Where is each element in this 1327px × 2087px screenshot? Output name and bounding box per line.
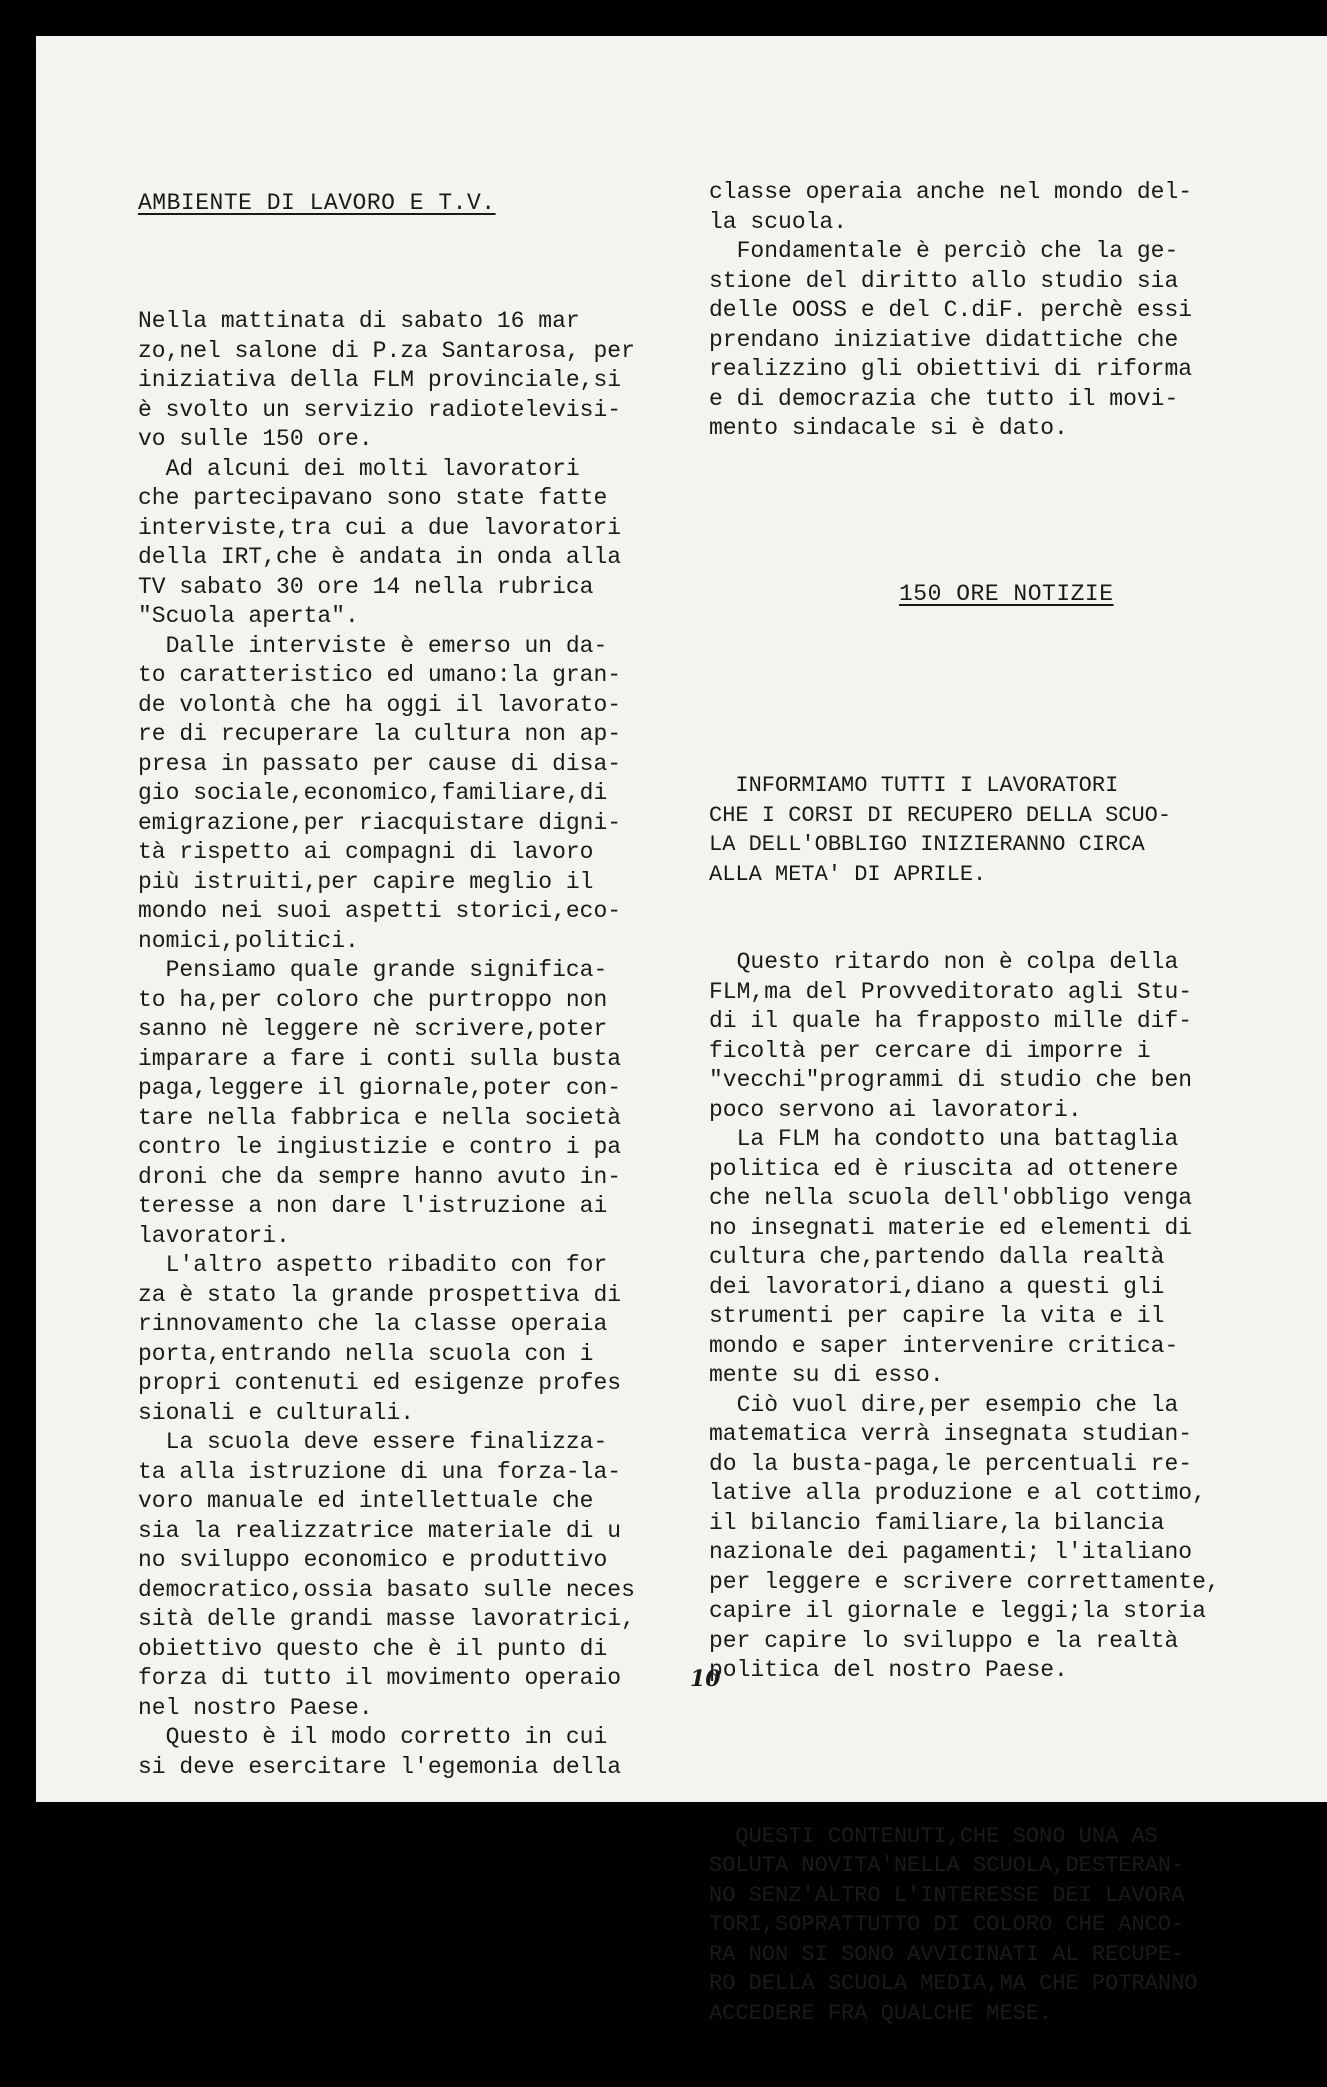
text-line: politica ed è riuscita ad ottenere bbox=[709, 1155, 1179, 1182]
text-line: FLM,ma del Provveditorato agli Stu- bbox=[709, 978, 1193, 1005]
text-line: to caratteristico ed umano:la gran- bbox=[138, 662, 622, 688]
text-line: forza di tutto il movimento operaio bbox=[138, 1665, 622, 1691]
text-line: più istruiti,per capire meglio il bbox=[138, 868, 594, 895]
notice-line: INFORMIAMO TUTTI I LAVORATORI bbox=[709, 773, 1119, 798]
text-line: paga,leggere il giornale,poter con- bbox=[138, 1075, 622, 1101]
text-line: obiettivo questo che è il punto di bbox=[138, 1635, 608, 1662]
text-line: sità delle grandi masse lavoratrici, bbox=[138, 1606, 635, 1632]
text-line: di il quale ha frapposto mille dif- bbox=[709, 1008, 1193, 1034]
text-line: Dalle interviste è emerso un da- bbox=[138, 632, 608, 659]
document-page bbox=[36, 36, 1327, 2026]
text-line: Nella mattinata di sabato 16 mar bbox=[138, 308, 580, 334]
text-line: sanno nè leggere nè scrivere,poter bbox=[138, 1016, 608, 1042]
text-line: lavoratori. bbox=[138, 1222, 290, 1249]
text-line: cultura che,partendo dalla realtà bbox=[709, 1244, 1165, 1270]
left-column-body bbox=[138, 278, 635, 1783]
text-line: Questo ritardo non è colpa della bbox=[709, 949, 1179, 975]
text-line: democratico,ossia basato sulle neces bbox=[138, 1576, 635, 1603]
text-line: nazionale dei pagamenti; l'italiano bbox=[709, 1539, 1193, 1565]
page-number: 10 bbox=[690, 1666, 721, 1692]
text-line: imparare a fare i conti sulla busta bbox=[138, 1045, 622, 1072]
text-line: che nella scuola dell'obbligo venga bbox=[709, 1185, 1193, 1211]
text-line: prendano iniziative didattiche che bbox=[709, 326, 1179, 353]
closing-line: ACCEDERE FRA QUALCHE MESE. bbox=[709, 2000, 1053, 2026]
text-line: no insegnati materie ed elementi di bbox=[709, 1214, 1193, 1241]
text-line: Ad alcuni dei molti lavoratori bbox=[138, 455, 580, 482]
text-line: re di recuperare la cultura non ap- bbox=[138, 721, 622, 747]
text-line: è svolto un servizio radiotelevisi- bbox=[138, 396, 622, 423]
text-line: ta alla istruzione di una forza-la- bbox=[138, 1458, 622, 1485]
right-column bbox=[709, 119, 1220, 2087]
closing-block bbox=[709, 1822, 1220, 2029]
text-line: nomici,politici. bbox=[138, 927, 359, 954]
text-line: realizzino gli obiettivi di riforma bbox=[709, 356, 1193, 382]
closing-line: RA NON SI SONO AVVICINATI AL RECUPE- bbox=[709, 1941, 1185, 1967]
closing-line: RO DELLA SCUOLA MEDIA,MA CHE POTRANNO bbox=[709, 1971, 1198, 1996]
text-line: to ha,per coloro che purtroppo non bbox=[138, 986, 608, 1013]
text-line: sionali e culturali. bbox=[138, 1399, 415, 1426]
text-line: capire il giornale e leggi;la storia bbox=[709, 1598, 1206, 1624]
text-line: L'altro aspetto ribadito con for bbox=[138, 1252, 608, 1278]
text-line: tà rispetto ai compagni di lavoro bbox=[138, 839, 594, 865]
text-line: il bilancio familiare,la bilancia bbox=[709, 1509, 1165, 1536]
text-line: rinnovamento che la classe operaia bbox=[138, 1311, 608, 1337]
notice-line: ALLA META' DI APRILE. bbox=[709, 861, 987, 887]
text-line: "vecchi"programmi di studio che ben bbox=[709, 1067, 1193, 1093]
right-column-intro bbox=[709, 178, 1220, 444]
right-column-body bbox=[709, 948, 1220, 1686]
text-line: delle OOSS e del C.diF. perchè essi bbox=[709, 297, 1193, 323]
text-line: della IRT,che è andata in onda alla bbox=[138, 544, 622, 570]
closing-line: QUESTI CONTENUTI,CHE SONO UNA AS bbox=[709, 1823, 1158, 1849]
text-line: per capire lo sviluppo e la realtà bbox=[709, 1627, 1179, 1654]
text-line: za è stato la grande prospettiva di bbox=[138, 1281, 622, 1308]
left-column bbox=[138, 130, 635, 1841]
text-line: matematica verrà insegnata studian- bbox=[709, 1421, 1193, 1447]
text-line: gio sociale,economico,familiare,di bbox=[138, 780, 608, 806]
text-line: e di democrazia che tutto il movi- bbox=[709, 385, 1179, 412]
text-line: de volontà che ha oggi il lavorato- bbox=[138, 691, 622, 718]
text-line: si deve esercitare l'egemonia della bbox=[138, 1753, 622, 1780]
text-line: contro le ingiustizie e contro i pa bbox=[138, 1134, 622, 1160]
text-line: la scuola. bbox=[709, 208, 848, 235]
text-line: La FLM ha condotto una battaglia bbox=[709, 1126, 1179, 1152]
text-line: classe operaia anche nel mondo del- bbox=[709, 179, 1193, 205]
text-line: mento sindacale si è dato. bbox=[709, 415, 1068, 441]
text-line: droni che da sempre hanno avuto in- bbox=[138, 1163, 622, 1190]
notizie-heading: 150 ORE NOTIZIE bbox=[899, 580, 1114, 607]
text-line: lative alla produzione e al cottimo, bbox=[709, 1480, 1206, 1506]
notice-line: CHE I CORSI DI RECUPERO DELLA SCUO- bbox=[709, 802, 1172, 828]
text-line: iniziativa della FLM provinciale,si bbox=[138, 367, 622, 393]
text-line: sia la realizzatrice materiale di u bbox=[138, 1517, 622, 1544]
text-line: TV sabato 30 ore 14 nella rubrica bbox=[138, 573, 594, 600]
text-line: no sviluppo economico e produttivo bbox=[138, 1547, 608, 1573]
text-line: dei lavoratori,diano a questi gli bbox=[709, 1273, 1165, 1300]
text-line: mente su di esso. bbox=[709, 1362, 944, 1388]
text-line: mondo nei suoi aspetti storici,eco- bbox=[138, 898, 622, 924]
text-line: vo sulle 150 ore. bbox=[138, 426, 373, 452]
text-line: ficoltà per cercare di imporre i bbox=[709, 1037, 1151, 1064]
text-line: La scuola deve essere finalizza- bbox=[138, 1429, 608, 1455]
text-line: che partecipavano sono state fatte bbox=[138, 485, 608, 511]
notice-block bbox=[709, 771, 1220, 889]
text-line: do la busta-paga,le percentuali re- bbox=[709, 1450, 1193, 1477]
text-line: propri contenuti ed esigenze profes bbox=[138, 1370, 622, 1396]
text-line: presa in passato per cause di disa- bbox=[138, 750, 622, 777]
closing-line: NO SENZ'ALTRO L'INTERESSE DEI LAVORA bbox=[709, 1882, 1185, 1908]
text-line: voro manuale ed intellettuale che bbox=[138, 1488, 594, 1514]
closing-line: TORI,SOPRATTUTTO DI COLORO CHE ANCO- bbox=[709, 1912, 1185, 1937]
text-line: emigrazione,per riacquistare digni- bbox=[138, 809, 622, 836]
text-line: porta,entrando nella scuola con i bbox=[138, 1340, 594, 1367]
closing-line: SOLUTA NOVITA'NELLA SCUOLA,DESTERAN- bbox=[709, 1853, 1185, 1878]
text-line: mondo e saper intervenire critica- bbox=[709, 1332, 1179, 1359]
text-line: Questo è il modo corretto in cui bbox=[138, 1724, 608, 1750]
text-line: Fondamentale è perciò che la ge- bbox=[709, 238, 1179, 264]
text-line: tare nella fabbrica e nella società bbox=[138, 1104, 622, 1131]
notice-line: LA DELL'OBBLIGO INIZIERANNO CIRCA bbox=[709, 832, 1145, 857]
text-line: teresse a non dare l'istruzione ai bbox=[138, 1193, 608, 1219]
text-line: stione del diritto allo studio sia bbox=[709, 267, 1179, 294]
text-line: poco servono ai lavoratori. bbox=[709, 1096, 1082, 1123]
text-line: interviste,tra cui a due lavoratori bbox=[138, 514, 622, 541]
text-line: per leggere e scrivere correttamente, bbox=[709, 1568, 1220, 1595]
text-line: "Scuola aperta". bbox=[138, 603, 359, 629]
text-line: nel nostro Paese. bbox=[138, 1694, 373, 1721]
text-line: strumenti per capire la vita e il bbox=[709, 1303, 1165, 1329]
text-line: politica del nostro Paese. bbox=[709, 1657, 1068, 1683]
text-line bbox=[138, 278, 635, 308]
text-line: Ciò vuol dire,per esempio che la bbox=[709, 1391, 1179, 1418]
text-line: Pensiamo quale grande significa- bbox=[138, 957, 608, 983]
article-heading: AMBIENTE DI LAVORO E T.V. bbox=[138, 190, 496, 216]
text-line: zo,nel salone di P.za Santarosa, per bbox=[138, 337, 635, 364]
